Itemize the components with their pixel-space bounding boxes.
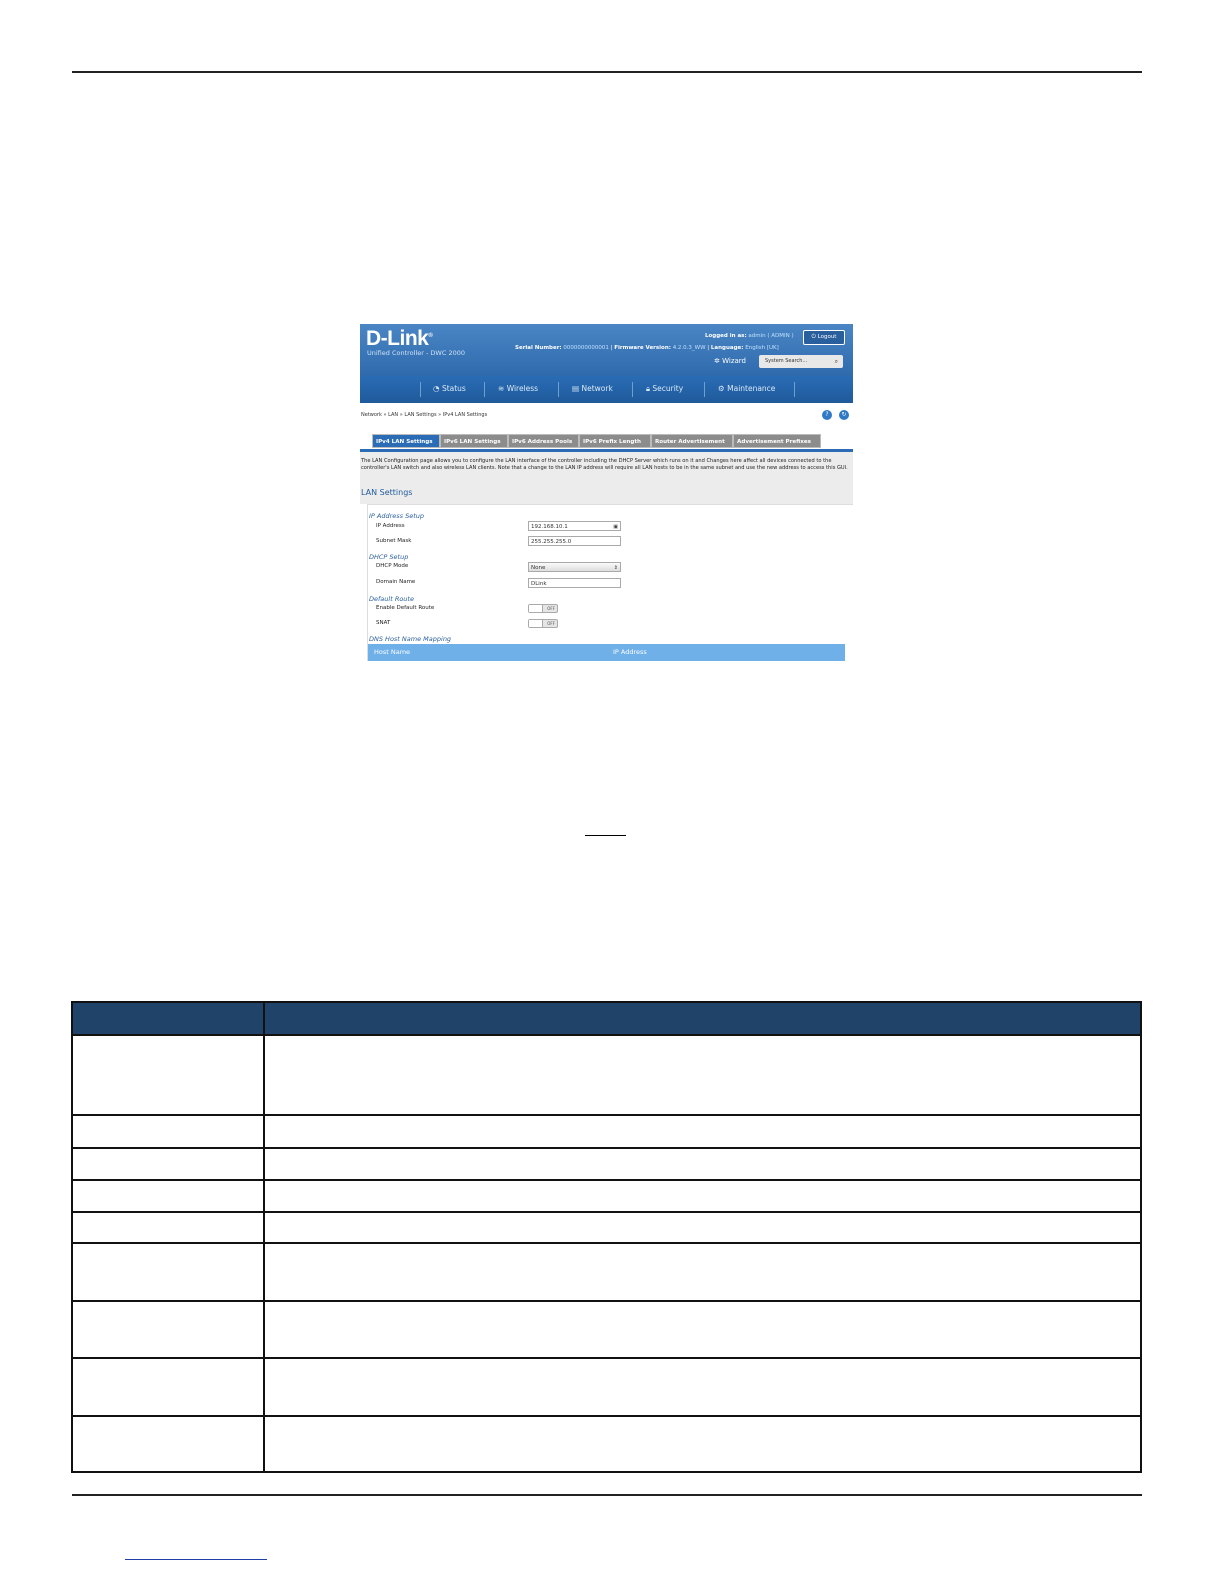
tab-ipv6-prefix-length[interactable]: IPv6 Prefix Length [579, 434, 651, 448]
subnet-mask-field[interactable]: 255.255.255.0 [528, 536, 621, 546]
enable-default-route-label: Enable Default Route [376, 605, 435, 611]
nav-status[interactable]: ◔ Status [433, 384, 466, 393]
nav-divider [632, 382, 633, 397]
nav-divider [558, 382, 559, 397]
gauge-icon: ◔ [433, 384, 440, 393]
nav-network[interactable]: ▤ Network [572, 384, 613, 393]
wizard-link[interactable]: ✲ Wizard [714, 357, 746, 365]
table-row [72, 1115, 1141, 1148]
snat-label: SNAT [376, 620, 391, 626]
ip-address-field[interactable]: 192.168.10.1 ▣ [528, 521, 621, 531]
lock-icon: 🔒︎ [646, 384, 650, 393]
domain-name-field[interactable]: DLink [528, 578, 621, 588]
dlink-logo: D-Link® [366, 327, 433, 350]
nav-divider [420, 382, 421, 397]
host-name-column-header: Host Name [374, 648, 411, 656]
table-row [72, 1243, 1141, 1301]
main-nav [360, 376, 853, 403]
enable-default-route-toggle[interactable]: OFF [528, 604, 558, 613]
tab-ipv6-lan-settings[interactable]: IPv6 LAN Settings [440, 434, 508, 448]
top-rule [72, 71, 1142, 73]
product-name: Unified Controller - DWC 2000 [367, 349, 465, 357]
nav-wireless[interactable]: ≋ Wireless [498, 384, 539, 393]
table-row [72, 1416, 1141, 1472]
default-route-section-title: Default Route [369, 595, 414, 603]
settings-table [71, 1001, 1142, 1473]
search-icon: ⌕ [834, 358, 838, 365]
nav-divider [704, 382, 705, 397]
dhcp-mode-select[interactable]: None ⇕ [528, 562, 621, 572]
ip-address-column-header: IP Address [613, 648, 647, 656]
tab-advertisement-prefixes[interactable]: Advertisement Prefixes [733, 434, 821, 448]
nav-divider [484, 382, 485, 397]
field-menu-icon: ▣ [613, 524, 618, 530]
table-row [72, 1148, 1141, 1180]
table-row [72, 1035, 1141, 1115]
ip-address-label: IP Address [376, 523, 405, 529]
nav-divider [794, 382, 795, 397]
tab-router-advertisement[interactable]: Router Advertisement [651, 434, 733, 448]
device-info: Serial Number: 0000000000001 | Firmware Version: 4.2.0.3_WW | Language: English [UK] [515, 345, 779, 351]
subnet-mask-label: Subnet Mask [376, 538, 412, 544]
nav-maintenance[interactable]: ⚙ Maintenance [718, 384, 776, 393]
table-header-cell [264, 1002, 1141, 1035]
dns-table-header [368, 644, 845, 661]
table-row [72, 1301, 1141, 1358]
wifi-icon: ≋ [498, 384, 505, 393]
footer-link-underline[interactable] [125, 1559, 267, 1560]
system-search-input[interactable]: System Search... ⌕ [759, 355, 843, 368]
tab-ipv4-lan-settings[interactable]: IPv4 LAN Settings [372, 434, 440, 448]
controller-screenshot [360, 324, 853, 661]
power-icon: ⏻ [811, 334, 816, 340]
gear-icon: ⚙ [718, 384, 725, 393]
help-icon[interactable]: ? [822, 410, 832, 420]
app-header [360, 324, 853, 376]
domain-name-label: Domain Name [376, 579, 416, 585]
table-row [72, 1212, 1141, 1243]
tab-ipv6-address-pools[interactable]: IPv6 Address Pools [508, 434, 579, 448]
table-row [72, 1358, 1141, 1416]
page-title: LAN Settings [361, 488, 413, 497]
wand-icon: ✲ [714, 357, 720, 365]
table-row [72, 1180, 1141, 1212]
table-header-cell [72, 1002, 264, 1035]
nav-security[interactable]: 🔒︎ Security [646, 384, 684, 393]
snat-toggle[interactable]: OFF [528, 619, 558, 628]
dhcp-mode-label: DHCP Mode [376, 563, 409, 569]
server-icon: ▤ [572, 384, 580, 393]
breadcrumb: Network » LAN » LAN Settings » IPv4 LAN Settings [361, 412, 488, 418]
dhcp-section-title: DHCP Setup [369, 553, 409, 561]
page-description: The LAN Configuration page allows you to configure the LAN interface of the controller including the DHCP Server which runs on it and Changes here affect all devices connected to the controller's LAN switch and also wireless LAN clients. Note that a change to the LAN IP address will require all LAN hosts to be in the same subnet and use the new address to access this GUI. [361, 458, 848, 471]
dns-mapping-section-title: DNS Host Name Mapping [369, 635, 452, 643]
ip-address-section-title: IP Address Setup [369, 512, 425, 520]
bottom-rule [72, 1494, 1142, 1496]
select-arrow-icon: ⇕ [613, 565, 618, 571]
refresh-icon[interactable]: ↻ [839, 410, 849, 420]
underline-mark [585, 835, 626, 836]
logged-in-info: Logged in as: admin ( ADMIN ) [705, 333, 794, 339]
logout-button[interactable]: ⏻ Logout [803, 330, 845, 345]
